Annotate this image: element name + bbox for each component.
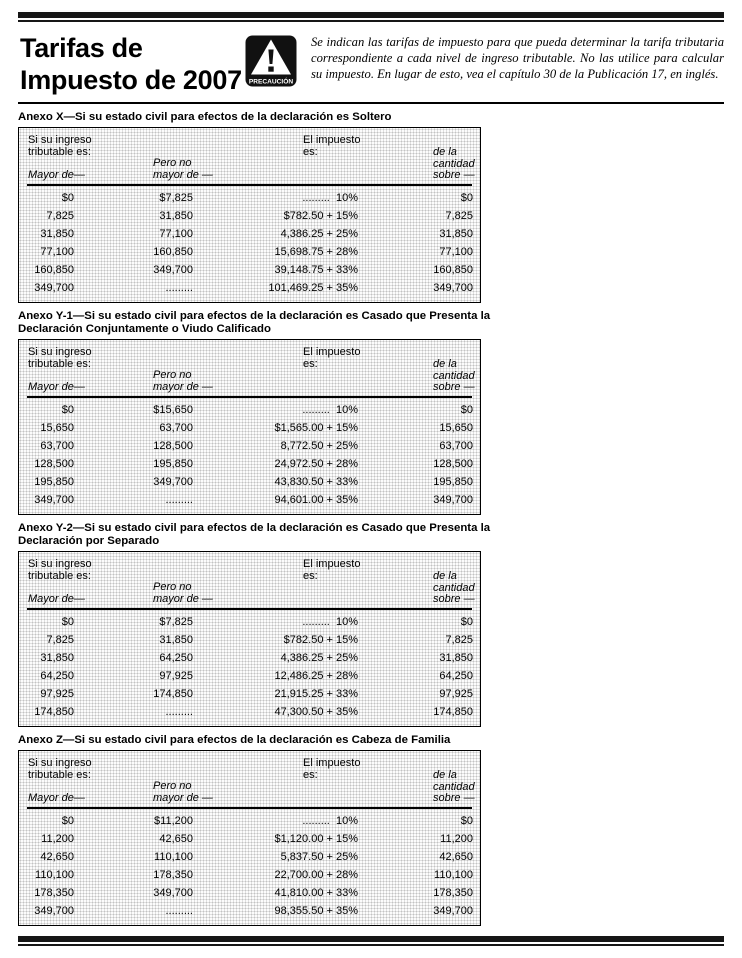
header-income-label: Si su ingreso tributable es:	[28, 557, 92, 582]
section-title: Anexo Z—Si su estado civil para efectos de la declaración es Cabeza de Familia	[18, 733, 451, 746]
table-cell: 42,650	[439, 850, 473, 863]
tax-rate-section	[18, 734, 724, 926]
table-cell: 174,850	[153, 687, 193, 700]
table-cell: 4,386.25 + 25%	[280, 651, 358, 664]
bottom-rule-thin	[18, 944, 724, 946]
table-cell: 31,850	[40, 651, 74, 664]
table-cell: .........	[165, 904, 193, 917]
table-cell: 15,650	[439, 421, 473, 434]
table-cell: 64,250	[159, 651, 193, 664]
table-cell: 11,200	[41, 832, 74, 845]
table-cell: 11,200	[440, 832, 473, 845]
table-row	[19, 848, 480, 866]
table-cell: $0	[61, 191, 74, 204]
table-cell: 160,850	[153, 245, 193, 258]
table-cell: 77,100	[40, 245, 74, 258]
table-cell: 31,850	[439, 227, 473, 240]
table-cell: 8,772.50 + 25%	[280, 439, 358, 452]
table-cell: 47,300.50 + 35%	[274, 705, 358, 718]
table-cell: 24,972.50 + 28%	[274, 457, 358, 470]
header-tax-label: El impuesto es:	[303, 756, 361, 781]
table-row	[19, 866, 480, 884]
table-cell: $11,200	[154, 814, 193, 827]
table-cell: 39,148.75 + 33%	[274, 263, 358, 276]
table-rows	[19, 186, 480, 297]
tax-rate-table	[18, 551, 481, 727]
tax-rate-section	[18, 522, 724, 727]
table-cell: $1,120.00 + 15%	[274, 832, 358, 845]
table-header-underline	[27, 396, 472, 398]
table-row	[19, 225, 480, 243]
table-row	[19, 189, 480, 207]
table-cell: 63,700	[439, 439, 473, 452]
header-de-la-cantidad-sobre: de la cantidad sobre —	[433, 146, 475, 181]
tax-rate-table	[18, 750, 481, 926]
table-cell: 63,700	[40, 439, 74, 452]
table-cell: 349,700	[34, 493, 74, 506]
tax-rate-table	[18, 339, 481, 515]
table-cell: 31,850	[159, 633, 193, 646]
table-cell: 160,850	[433, 263, 473, 276]
table-header	[19, 128, 480, 186]
table-cell: 31,850	[439, 651, 473, 664]
table-cell: $0	[460, 403, 473, 416]
header-mayor-de: Mayor de—	[28, 169, 85, 181]
table-row	[19, 667, 480, 685]
table-header	[19, 340, 480, 398]
table-cell: 101,469.25 + 35%	[268, 281, 358, 294]
table-cell: 77,100	[159, 227, 193, 240]
table-cell: 22,700.00 + 28%	[274, 868, 358, 881]
header-de-la-cantidad-sobre: de la cantidad sobre —	[433, 358, 475, 393]
table-cell: 349,700	[153, 263, 193, 276]
table-cell: $782.50 + 15%	[283, 633, 358, 646]
section-title: Anexo Y-1—Si su estado civil para efectos de la declaración es Casado que Presenta la Declaración Conjuntamente o Viudo Calificado	[18, 309, 491, 335]
bottom-rule-thick	[18, 936, 724, 942]
table-cell: $782.50 + 15%	[283, 209, 358, 222]
table-header-underline	[27, 608, 472, 610]
page-title: Tarifas de Impuesto de 2007	[20, 33, 242, 95]
table-cell: 31,850	[159, 209, 193, 222]
table-cell: 110,100	[154, 850, 193, 863]
table-row	[19, 902, 480, 920]
page-header	[18, 32, 724, 96]
table-cell: $15,650	[153, 403, 193, 416]
table-cell: 42,650	[159, 832, 193, 845]
table-cell: 21,915.25 + 33%	[274, 687, 358, 700]
table-header	[19, 552, 480, 610]
top-rule	[18, 12, 724, 22]
table-cell: 43,830.50 + 33%	[274, 475, 358, 488]
table-cell: 63,700	[159, 421, 193, 434]
table-row	[19, 261, 480, 279]
header-pero-no-mayor-de: Pero no mayor de —	[153, 580, 213, 605]
table-cell: 195,850	[433, 475, 473, 488]
top-rule-thick	[18, 12, 724, 18]
header-mayor-de: Mayor de—	[28, 792, 85, 804]
table-cell: 98,355.50 + 35%	[274, 904, 358, 917]
tax-rate-section	[18, 111, 724, 303]
header-income-label: Si su ingreso tributable es:	[28, 345, 92, 370]
caution-text: Se indican las tarifas de impuesto para que pueda determinar la tarifa tributaria correspondiente a cada nivel de ingreso tributable. No las utilice para calcular su impuesto. En lugar de esto, vea el capítulo 30 de la Publicación 17, en inglés.	[311, 35, 724, 81]
table-row	[19, 207, 480, 225]
table-cell: .........	[165, 493, 193, 506]
table-cell: 195,850	[153, 457, 193, 470]
table-cell: 31,850	[40, 227, 74, 240]
table-row	[19, 884, 480, 902]
table-cell: 128,500	[34, 457, 74, 470]
table-row	[19, 455, 480, 473]
header-pero-no-mayor-de: Pero no mayor de —	[153, 156, 213, 181]
table-cell: $0	[460, 191, 473, 204]
header-de-la-cantidad-sobre: de la cantidad sobre —	[433, 769, 475, 804]
table-cell: 41,810.00 + 33%	[274, 886, 358, 899]
table-cell: 77,100	[439, 245, 473, 258]
table-row	[19, 649, 480, 667]
header-income-label: Si su ingreso tributable es:	[28, 756, 92, 781]
tax-rate-table	[18, 127, 481, 303]
table-cell: 4,386.25 + 25%	[280, 227, 358, 240]
table-rows	[19, 398, 480, 509]
header-mayor-de: Mayor de—	[28, 593, 85, 605]
caution-icon	[245, 35, 297, 87]
table-cell: 7,825	[46, 633, 74, 646]
table-cell: 7,825	[445, 633, 473, 646]
header-pero-no-mayor-de: Pero no mayor de —	[153, 779, 213, 804]
table-row	[19, 685, 480, 703]
table-cell: $7,825	[159, 615, 193, 628]
table-cell: 64,250	[439, 669, 473, 682]
table-cell: 64,250	[40, 669, 74, 682]
header-mayor-de: Mayor de—	[28, 381, 85, 393]
header-pero-no-mayor-de: Pero no mayor de —	[153, 368, 213, 393]
table-cell: 5,837.50 + 25%	[280, 850, 358, 863]
table-cell: 7,825	[445, 209, 473, 222]
table-cell: ......... 10%	[302, 814, 358, 827]
table-cell: 349,700	[433, 493, 473, 506]
table-cell: 174,850	[34, 705, 74, 718]
table-row	[19, 419, 480, 437]
top-rule-thin	[18, 20, 724, 22]
table-cell: 97,925	[159, 669, 193, 682]
table-cell: 349,700	[153, 475, 193, 488]
caution-icon-label: PRECAUCIÓN	[248, 78, 294, 86]
table-row	[19, 491, 480, 509]
table-header-underline	[27, 184, 472, 186]
table-cell: 110,100	[35, 868, 74, 881]
table-cell: 349,700	[433, 281, 473, 294]
table-row	[19, 703, 480, 721]
table-row	[19, 401, 480, 419]
table-header-underline	[27, 807, 472, 809]
table-cell: $0	[61, 403, 74, 416]
bottom-rule	[18, 936, 724, 946]
table-cell: $0	[460, 814, 473, 827]
table-row	[19, 243, 480, 261]
table-cell: .........	[165, 705, 193, 718]
table-row	[19, 830, 480, 848]
table-header	[19, 751, 480, 809]
table-cell: ......... 10%	[302, 403, 358, 416]
table-cell: 110,100	[434, 868, 473, 881]
header-tax-label: El impuesto es:	[303, 557, 361, 582]
table-cell: 349,700	[34, 904, 74, 917]
header-de-la-cantidad-sobre: de la cantidad sobre —	[433, 570, 475, 605]
table-cell: $1,565.00 + 15%	[274, 421, 358, 434]
table-cell: 7,825	[46, 209, 74, 222]
table-cell: 349,700	[153, 886, 193, 899]
table-cell: 128,500	[433, 457, 473, 470]
table-cell: 12,486.25 + 28%	[274, 669, 358, 682]
table-cell: 94,601.00 + 35%	[274, 493, 358, 506]
section-title: Anexo Y-2—Si su estado civil para efectos de la declaración es Casado que Presenta la Declaración por Separado	[18, 521, 491, 547]
table-row	[19, 812, 480, 830]
table-cell: ......... 10%	[302, 615, 358, 628]
section-title: Anexo X—Si su estado civil para efectos de la declaración es Soltero	[18, 110, 392, 123]
table-cell: $7,825	[159, 191, 193, 204]
table-cell: 97,925	[439, 687, 473, 700]
tax-rate-section	[18, 310, 724, 515]
table-row	[19, 631, 480, 649]
table-cell: 42,650	[40, 850, 74, 863]
table-row	[19, 279, 480, 297]
table-cell: $0	[61, 814, 74, 827]
table-cell: 178,350	[34, 886, 74, 899]
table-rows	[19, 809, 480, 920]
table-cell: 195,850	[34, 475, 74, 488]
table-cell: 349,700	[433, 904, 473, 917]
table-cell: 97,925	[40, 687, 74, 700]
table-rows	[19, 610, 480, 721]
table-row	[19, 473, 480, 491]
header-income-label: Si su ingreso tributable es:	[28, 133, 92, 158]
table-cell: 15,650	[40, 421, 74, 434]
table-cell: $0	[460, 615, 473, 628]
table-cell: 174,850	[433, 705, 473, 718]
table-cell: 349,700	[34, 281, 74, 294]
table-cell: ......... 10%	[302, 191, 358, 204]
header-divider	[18, 102, 724, 104]
header-tax-label: El impuesto es:	[303, 133, 361, 158]
table-cell: 178,350	[153, 868, 193, 881]
table-cell: $0	[61, 615, 74, 628]
table-row	[19, 437, 480, 455]
table-cell: .........	[165, 281, 193, 294]
table-cell: 128,500	[153, 439, 193, 452]
header-tax-label: El impuesto es:	[303, 345, 361, 370]
table-row	[19, 613, 480, 631]
table-cell: 15,698.75 + 28%	[274, 245, 358, 258]
table-cell: 160,850	[34, 263, 74, 276]
caution-block	[245, 32, 724, 96]
sections	[18, 111, 724, 926]
table-cell: 178,350	[433, 886, 473, 899]
